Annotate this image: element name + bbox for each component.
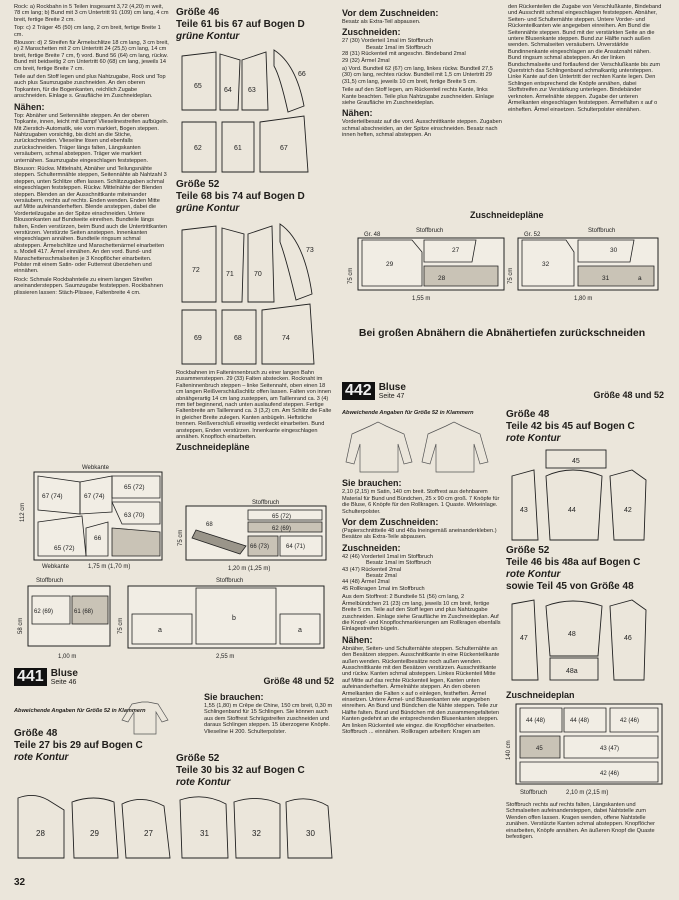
piece-label: 44 (48): [570, 718, 590, 724]
pattern-pieces-46: [176, 46, 336, 176]
cutting-plan-1: [12, 462, 172, 572]
banner-abnaeher: [352, 326, 652, 340]
size-label: Gr. 48: [364, 232, 381, 238]
piece-label: 63: [248, 87, 256, 94]
text-cutting-notes: Teile auf den Stoff legen und plus Nahtzugabe, Rock und Top auch plus Saumzugabe zuschneiden. An den oberen Topkanten, für die Bogenkanten, reichlich Zugabe anschneiden. Einlage s. Graufläche im Zuschneideplan.: [14, 74, 166, 100]
piece-label: 70: [254, 271, 262, 278]
zuschneideplan-442-header: [506, 688, 666, 701]
dimension-vertical: 58 cm: [18, 617, 24, 634]
size-48-title: Größe 48: [14, 728, 58, 740]
model-sizes: Größe 48 und 52: [263, 676, 334, 686]
piece-label: 29: [386, 261, 394, 268]
piece-label: 62: [194, 145, 202, 152]
piece-label: 42: [624, 507, 632, 514]
piece-label: 61 (68): [74, 609, 94, 615]
alt-sizes-note: Abweichende Angaben für Größe 52 in Klammern: [342, 410, 474, 416]
size-48-contour: rote Kontur: [506, 433, 561, 444]
text-top-measures: Top: c) 2 Träger 45 (50) cm lang, 2 cm breit, fertige Breite 1 cm.: [14, 25, 161, 38]
piece-label: a: [158, 627, 162, 634]
model-name: Bluse: [50, 668, 78, 679]
piece-label: a: [638, 275, 642, 282]
piece-label: a: [298, 627, 302, 634]
model-name: Bluse: [378, 382, 406, 393]
piece-label: 69: [194, 335, 202, 342]
pattern-pieces-441-52: [176, 792, 336, 862]
cutting-plan-2: [12, 574, 332, 664]
piece-label: 28: [36, 829, 45, 838]
size-48-contour: rote Kontur: [14, 752, 69, 764]
piece-label: 27: [144, 829, 153, 838]
piece-label: 62 (69): [34, 609, 54, 615]
blouse-441-illustration: [120, 700, 170, 736]
piece-label: b: [232, 615, 236, 622]
piece-label: 30: [306, 829, 315, 838]
column-3-top: [342, 6, 502, 141]
column-1: [14, 4, 169, 298]
dimension-horizontal: 1,20 m (1,25 m): [228, 566, 271, 572]
pattern-pieces-442-48: [506, 446, 666, 542]
cutting-plan-442: [500, 702, 666, 798]
heading-zuschneiden-442: Zuschneiden:: [342, 542, 401, 553]
size-48-parts: Teile 42 bis 45 auf Bogen C: [506, 421, 635, 432]
column-3-bottom: [342, 410, 502, 737]
piece-label: 73: [306, 247, 314, 254]
heading-zp-442: [470, 208, 590, 221]
piece-label: 42 (46): [620, 718, 640, 724]
piece-label: 48a: [566, 668, 578, 675]
dimension-horizontal: 1,55 m: [412, 296, 431, 302]
dimension-horizontal: 1,00 m: [58, 654, 77, 660]
piece-label: 45: [572, 458, 580, 465]
heading-zuschneideplaene-2: Zuschneidepläne: [470, 210, 544, 220]
piece-label: 72: [192, 267, 200, 274]
text-rollkragen: Stoffbruch rechts auf rechts falten, Längskanten und Schmalseiten aufeinandersteppen, dabei Nahtstelle zum Wenden offen lassen. Kragen wenden, offene Nahtstelle zunähen. Verstürzte Kanten schmal absteppen. Knopflöcher einarbeiten, Knöpfe annähen. An äußeren Knopf die Quaste befestigen.: [506, 802, 655, 841]
size-52b-contour: rote Kontur: [176, 777, 231, 788]
piece-label: 31: [200, 829, 209, 838]
size-52-title: Größe 52: [506, 545, 550, 556]
text-materials-442: 2,10 (2,15) m Satin, 140 cm breit. Stoffrest aus dehnbarem Material für Bund und Bündchen, 25 x 90 cm groß. 7 Knöpfe für die Bluse, 6 Knöpfe für den Rollkragen. 1 Quaste. Wirkeinlage. Schulterpolster.: [342, 489, 500, 515]
heading-zuschneiden: Zuschneiden:: [342, 27, 401, 38]
piece-label: 66 (73): [250, 544, 270, 550]
dimension-vertical: 75 cm: [508, 267, 514, 284]
piece-label: 65 (72): [54, 545, 75, 552]
piece-label: 67 (74): [42, 493, 63, 500]
heading-zuschneideplan: Zuschneideplan: [506, 690, 575, 700]
stoffbruch-label: Stoffbruch: [416, 228, 444, 234]
piece-label: 44 (48): [526, 718, 546, 724]
text-rock-sewing: Rock: Schmale Rockbahnteile zu einem langen Streifen aneinandersteppen. Saumzugabe feststeppen. Rockbahnen plissieren lassen: Stäch-Plissee, Faltenbreite 4 cm.: [14, 276, 163, 296]
cut-line: 27 (30) Vorderteil 1mal im Stoffbruch: [342, 38, 433, 45]
dimension-horizontal: 1,75 m (1,70 m): [88, 564, 131, 570]
piece-label: 66: [298, 71, 306, 78]
size-52b-title: Größe 52: [176, 753, 220, 764]
size-52-442-header: [506, 544, 666, 593]
dimension-horizontal: 2,10 m (2,15 m): [566, 790, 609, 796]
dimension-horizontal: 2,55 m: [216, 654, 235, 660]
cut-line: Besatz 2mal: [366, 573, 397, 580]
text-blouson-sewing: Blouson: Rückw. Mittelnaht, Abnäher und Teilungsnähte steppen. Schultermnähte steppen, Seitennähte ab Nahtzahl 3 steppen, unten Schlitze offen lassen. Schlitzzugaben schmal eingeschlagen feststeppen. Rückw. Mittelnähte der Blenden steppen. Blenden an der Ausschnittkante miteinander versäubern, rechts auf rechts. Enden wenden. Enden Mitte auf Mitte aufeinanderheften. Blende ansteppen, dabei die Vorderteilzugabe an der Spitze einschneiden. Untere Blousonkanten auf Bundweite einreihen. Bundteile längs falten, Enden verstürzen, beim Bund auch die Untertrittkanten verstürzen. Verstürzte Seiten ansteppen. Innenkanten eingeschlagen annähen. Bundteile ringsum schmal absteppen. Ärmelschlitze und Manschettenärmel einarbeiten s. Modell 417. Ärmel einnähen. An den vord. Bund- und Manschettenschmalseiten je 3 Knopflöcher einarbeiten. Polster mit einem Satin- oder Futterrest überziehen und einnähen.: [14, 165, 167, 275]
text-top-sewing: Top: Abnäher und Seitennähte steppen. An der oberen Topkante, innen, leicht mit Dampf Vlieselinestreifen aufbügeln. Mit Zierstich-Automatik, wie vorn markiert, Bogen steppen. Nahtzugaben vorsichtig, bis dicht an die Stiche, zurückschneiden. Vlieseline lösen und ebenfalls zurückschneiden. Träger längs falten, Längskanten versäubern, schmal absteppen. Träger wie markiert unternähen. Saumzugabe eingeschlagen feststeppen.: [14, 112, 169, 164]
piece-label: 64 (71): [286, 544, 306, 550]
size-label: Gr. 52: [524, 232, 541, 238]
text-materials-441: 1,55 (1,80) m Crêpe de Chine, 150 cm breit, 0,30 m Schlingenband für 15 Schlingen. Sie können auch aus dem Stoffrest Schrägstreifen zuschneiden und daraus Schlingen steppen. 15 überzogene Knöpfe. Vlieseline H 200. Schulterpolster.: [204, 703, 333, 735]
webkante-label-bottom: Webkante: [42, 564, 69, 570]
piece-label: 65 (72): [272, 514, 292, 520]
piece-label: 71: [226, 271, 234, 278]
piece-label: 45: [536, 746, 543, 752]
piece-label: 32: [252, 829, 261, 838]
size-46-title: Größe 46: [176, 7, 220, 18]
piece-label: 67: [280, 145, 288, 152]
text-stoffrest: Aus dem Stoffrest: 2 Bundteile 51 (56) cm lang, 2 Ärmelbündchen 21 (23) cm lang, jeweils 10 cm breit, fertige Breite 5 cm. Teile auf den Stoff legen und plus Nahtzugabe zuschneiden. Einlage siehe Graufläche im Zuschneideplan. Auf die Knopf- und Knopflochmarkierungen am Rollkragen ebenfalls Einlagestreifen bügeln.: [342, 594, 501, 633]
dimension-vertical: 112 cm: [20, 502, 26, 522]
size-48-title: Größe 48: [506, 409, 550, 420]
piece-label: 74: [282, 335, 290, 342]
piece-label: 47: [520, 635, 528, 642]
cut-line: 42 (46) Vorderteil 1mal im Stoffbruch: [342, 553, 433, 560]
model-page-ref: Seite 47: [378, 393, 405, 400]
blouse-442-illustration: [342, 418, 502, 476]
piece-label: 30: [610, 247, 618, 254]
piece-label: 31: [602, 275, 610, 282]
cut-line: Besatz 1mal im Stoffbruch: [366, 560, 432, 567]
text-naehen-cont: den Rückenteilen die Zugabe von Verschlußkante, Bindeband und Ausschnitt schmal eingeschlagen feststeppen. Abnäher, Seiten- und Schulternähte steppen. Untere Vorder- und Rückenteilkanten wie angegeben einreihen. Am Bund die Seitennähte steppen. Bund mit der verstärkten Seite an die untere Blusenkante steppen. Bund zur Hälfte nach außen wenden. Schmalseiten versäubern. Unverstärkte Bundinnenkante eingeschlagen an die Ansatznaht nähen. Bund ringsum schmal absteppen. An der linken Bundschmalseite und fortlaufend der Verschlußkante bis zum Querstrich das Schlingenband schmalkantig untersteppen. Linke Kante auf den Untertritt der rechten Kante legen. Den Schlingen entsprechend die Knöpfe annähen, dabei Stoffstreifen zur Verstärkung unterlegen. Bindebänder verknoten. Ärmelnähte steppen. Zugabe der unteren Ärmelkanten eingeschlagen feststeppen. Ärmelfalten x auf o einheften. Ärmel einsetzen. Schulterpolster einnähen.: [508, 4, 662, 113]
model-number: 442: [342, 382, 375, 400]
text-rock-measures: Rock: a) Rockbahn in 5 Teilen insgesamt 3,72 (4,20) m weit, 78 cm lang; b) Bund mit 3 cm Untertritt 91 (109) cm lang, 4 cm breit, fertige Breite 2 cm.: [14, 4, 169, 23]
dimension-horizontal: 1,80 m: [574, 296, 593, 302]
piece-label: 68: [206, 522, 213, 528]
heading-zuschneideplaene: Zuschneidepläne: [176, 442, 250, 453]
heading-sie-brauchen: Sie brauchen:: [204, 692, 264, 702]
piece-label: 68: [234, 335, 242, 342]
column-4-top: [508, 4, 664, 115]
piece-label: 62 (69): [272, 526, 292, 532]
piece-label: 64: [224, 87, 232, 94]
stoffbruch-label: Stoffbruch: [252, 500, 280, 506]
size-46-contour: grüne Kontur: [176, 31, 240, 42]
model-sizes: Größe 48 und 52: [593, 390, 664, 400]
model-441-header: [14, 668, 334, 686]
text-naehen-start: Vorderteilbesatz auf die vord. Ausschnittkante steppen. Zugaben schmal abschneiden, an der Spitze einschneiden. Besatz nach innen heften, schmal absteppen. An: [342, 119, 502, 139]
banner-text: Bei großen Abnähern die Abnähertiefen zurückschneiden: [358, 327, 646, 339]
piece-label: 61: [234, 145, 242, 152]
size-52b-parts: Teile 30 bis 32 auf Bogen C: [176, 765, 305, 776]
size-46-header: [176, 6, 336, 43]
size-52-parts: Teile 68 bis 74 auf Bogen D: [176, 191, 305, 202]
text-bundteile: a) Vord. Bundteil 62 (67) cm lang, linkes rückw. Bundteil 27,5 (30) cm lang, rechtes rückw. Bundteil mit 1,5 cm Untertritt 29 (31,5) cm lang, jeweils 10 cm breit, fertige Breite 5 cm.: [342, 66, 493, 85]
text-naehen-442: Abnäher, Seiten- und Schulternähte steppen. Schulternähte an den Besätzen steppen. Ausschnittkante in eine Rückenteilkante außen wenden. Rückenteilbesätze noch außen wenden. Ausschnittkante mit den Besätzen verstürzen. Ausschnittkante und rückw. Kanten schmal absteppen. Linkes Rückenteil Mitte auf Mitte auf das rechte Rückenteil legen, Kanten unten aufeinanderheften. Ärmelnähte steppen. An den oberen Armelkanten die Falten x auf o einlegen, festheften. Ärmel einsetzen. Untere Ärmel- und Blusenkanten wie angegeben einreihen. An Bund und Bündchen die Nähte steppen. Teile zur Hälfte falten. Bund und Bündchen mit den zusammengefalteten Kanten gedehnt an die entsprechenden Blusenkanten steppen. Am linken Rückenteil wie eingez. die Knopflöcher einarbeiten. Stoffbruch ... einnähen. Rollkragen arbeiten: Kragen am: [342, 645, 500, 735]
cut-line: 28 (31) Rückenteil mit angeschn. Bindeband 2mal: [342, 51, 466, 58]
pattern-pieces-441-48: [14, 792, 174, 862]
heading-naehen-442: Nähen:: [342, 108, 373, 119]
size-48-442-header: [506, 408, 666, 445]
page-number: 32: [14, 877, 26, 888]
piece-label: 63 (70): [124, 512, 145, 519]
text-besatz: Besatz als Extra-Teil abpausen.: [342, 19, 421, 25]
size-46-parts: Teile 61 bis 67 auf Bogen D: [176, 19, 305, 30]
cut-line: 43 (47) Rückenteil 2mal: [342, 566, 402, 573]
text-papierschnitt: (Papierschnittteile 48 und 48a Ineingemäß aneinanderkleben.) Besätze als Extra-Teile abpausen.: [342, 528, 497, 541]
model-442-header: [342, 382, 664, 400]
col2-materials: [204, 690, 334, 737]
piece-label: 43: [520, 507, 528, 514]
piece-label: 42 (46): [600, 771, 620, 777]
heading-sie-brauchen-442: Sie brauchen:: [342, 478, 402, 489]
text-blouson-measures: Blouson: d) 2 Streifen für Ärmelschlitze 18 cm lang, 3 cm breit, e) 2 Manschetten mit 2 cm Untertritt 24 (25,5) cm lang, 14 cm breit, fertige Breite 7 cm, f) vord. Bund 56 (64) cm lang, rückw. Bund mit beidseitig 2 cm Untertritt 60 (68) cm lang, jeweils 14 cm breit, fertige Breite 7 cm.: [14, 40, 169, 72]
piece-label: 27: [452, 247, 460, 254]
model-page-ref: Seite 46: [50, 679, 77, 686]
cut-line: Besatz 1mal im Stoffbruch: [366, 44, 432, 51]
heading-vor-dem-zuschneiden-442: Vor dem Zuschneiden:: [342, 517, 439, 528]
dimension-vertical: 75 cm: [118, 617, 124, 634]
cut-line: 45 Rollkragen 1mal im Stoffbruch: [342, 585, 425, 592]
piece-label: 67 (74): [84, 493, 105, 500]
pattern-pieces-52: [176, 218, 336, 368]
size-52-contour: grüne Kontur: [176, 203, 240, 214]
size-52-contour: rote Kontur: [506, 569, 561, 580]
stoffbruch-label: Stoffbruch: [520, 790, 548, 796]
text-stoff-legen: Teile auf den Stoff legen, am Rückenteil rechts Kante, links Kante beachten. Teile plus Nahtzugabe zuschneiden. Einlage siehe Graufläche im Zuschneideplan.: [342, 87, 494, 107]
size-52-header: [176, 178, 336, 215]
piece-label: 65 (72): [124, 484, 145, 491]
cut-line: 44 (48) Ärmel 2mal: [342, 579, 390, 586]
piece-label: 66: [94, 535, 102, 542]
size-52-title: Größe 52: [176, 179, 220, 190]
stoffbruch-label: Stoffbruch: [36, 578, 64, 584]
piece-label: 29: [90, 829, 99, 838]
webkante-label: Webkante: [82, 465, 109, 471]
pattern-pieces-442-52: [506, 596, 666, 684]
piece-label: 44: [568, 507, 576, 514]
stoffbruch-label: Stoffbruch: [588, 228, 616, 234]
heading-vor-dem-zuschneiden: Vor dem Zuschneiden:: [342, 8, 439, 18]
piece-label: 43 (47): [600, 746, 620, 752]
size-52-parts: Teile 46 bis 48a auf Bogen C: [506, 557, 641, 568]
cutting-plan-col2: [176, 496, 336, 576]
cut-line: 29 (32) Ärmel 2mal: [342, 57, 390, 64]
heading-naehen: Nähen:: [14, 101, 45, 112]
alt-sizes-note: Abweichende Angaben für Größe 52 in Klammern: [14, 708, 146, 714]
model-number: 441: [14, 668, 47, 686]
piece-label: 46: [624, 635, 632, 642]
size-52b-header: [176, 752, 336, 789]
stoffbruch-label: Stoffbruch: [216, 578, 244, 584]
column-4-bottom: [506, 802, 664, 842]
cutting-plans-442: [342, 222, 662, 306]
dimension-vertical: 140 cm: [506, 740, 512, 760]
piece-label: 32: [542, 261, 550, 268]
size-52-extra: sowie Teil 45 von Größe 48: [506, 581, 634, 592]
dimension-vertical: 75 cm: [348, 267, 354, 284]
piece-label: 65: [194, 83, 202, 90]
piece-label: 28: [438, 275, 446, 282]
text-rock-pleats: Rockbahnen im Falteninnenbruch zu einer langen Bahn zusammensteppen. 29 (33) Falten abstecken. Rocknaht im Falteninnenbruch steppen – linke Seitennaht, oben einen 18 cm langen Reißverschlußschlitz offen lassen. Falten von innen abnähgerartig 14 cm lang zusteppen, am Taillenrand ca. 3 (4) mm tief beginnend, nach unten auslaufend steppen. Fertige Faltenbreite am Taillenrand ca. 3 (3,2) cm. Am Schlitz die Falte in gleicher Breite zulegen. Kanten anbügeln. Heftstiche trennen. Reißverschluß einseitig verdeckt einarbeiten. Bund ansteppen, Enden verstürzen. Innenkante eingeschlagen annähen. Knopfloch einarbeiten.: [176, 370, 332, 441]
dimension-vertical: 75 cm: [178, 529, 184, 546]
size-48-parts: Teile 27 bis 29 auf Bogen C: [14, 740, 143, 752]
col2-text: [176, 370, 334, 453]
piece-label: 48: [568, 631, 576, 638]
heading-naehen-442b: Nähen:: [342, 634, 373, 645]
